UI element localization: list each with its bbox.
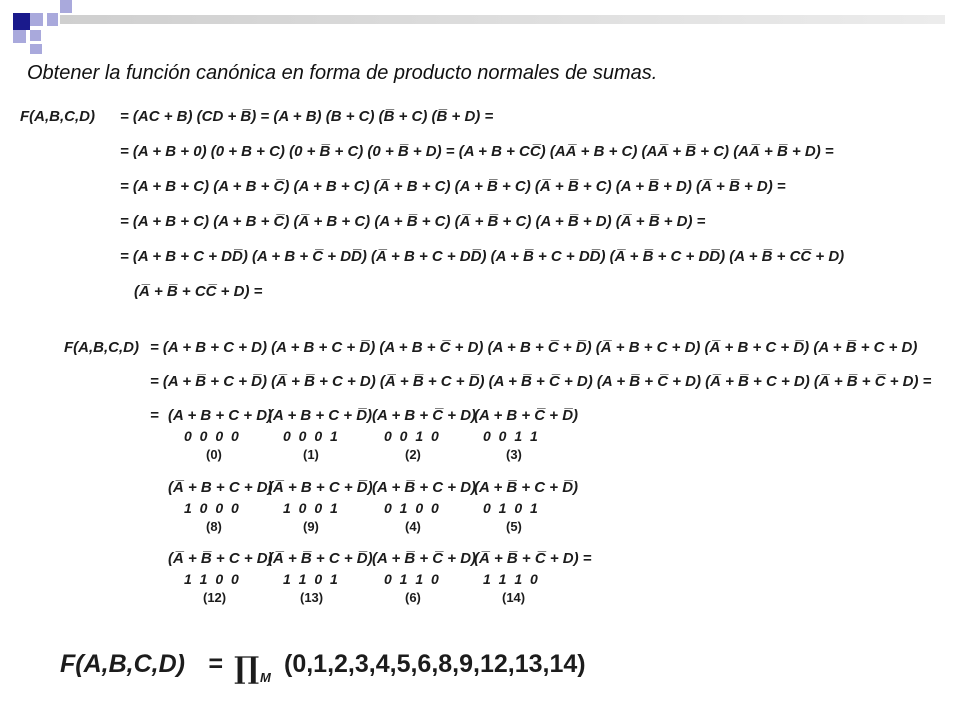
minterm-index: (1)	[303, 447, 319, 462]
corner-square-light	[60, 0, 72, 13]
group-prefix: =	[150, 407, 159, 424]
minterm-bits: 0 1 0 1	[483, 500, 540, 516]
derivation2-line: = (A + B + C + D) (A + B + C + D̅) (A + B + C̅ + D) (A + B + C̅ + D̅) (A̅ + B + C + D) (A̅ + B + C + D̅) (A + B̅ + C + D)	[150, 339, 918, 356]
minterm-index: (2)	[405, 447, 421, 462]
derivation1-line: (A̅ + B̅ + CC̅ + D) =	[134, 283, 263, 300]
group-term: (A + B̅ + C + D̅)	[474, 479, 579, 496]
minterm-index: (6)	[405, 590, 421, 605]
minterm-index: (3)	[506, 447, 522, 462]
minterm-index: (8)	[206, 519, 222, 534]
group-term: (A + B + C + D)	[168, 407, 273, 424]
slide-title: Obtener la función canónica en forma de producto normales de sumas.	[27, 62, 658, 84]
result-lhs: F(A,B,C,D)	[60, 650, 185, 678]
minterm-index: (0)	[206, 447, 222, 462]
minterm-index: (14)	[502, 590, 526, 605]
derivation1-line: = (AC + B) (CD + B̅) = (A + B) (B + C) (B̅ + C) (B̅ + D) =	[120, 108, 494, 125]
corner-square-dark	[13, 13, 30, 30]
derivation1-line: = (A + B + C) (A + B + C̅) (A̅ + B + C) (A + B̅ + C) (A̅ + B̅ + C) (A + B̅ + D) (A̅ + B̅ + D) =	[120, 213, 706, 230]
minterm-bits: 1 1 0 0	[184, 571, 241, 587]
minterm-bits: 0 0 1 1	[483, 428, 540, 444]
minterm-bits: 0 0 1 0	[384, 428, 441, 444]
minterm-index: (13)	[300, 590, 324, 605]
corner-square-light	[47, 13, 58, 26]
derivation1-line: = (A + B + C) (A + B + C̅) (A + B + C) (A̅ + B + C) (A + B̅ + C) (A̅ + B̅ + C) (A + B̅ + D) (A̅ + B̅ + D) =	[120, 178, 786, 195]
product-subscript: M	[260, 670, 271, 685]
minterm-bits: 1 0 0 1	[283, 500, 340, 516]
minterm-bits: 0 1 1 0	[384, 571, 441, 587]
group-term: (A̅ + B̅ + C + D)	[168, 550, 273, 567]
minterm-bits: 1 0 0 0	[184, 500, 241, 516]
corner-square-light	[30, 44, 42, 54]
header-bar	[60, 15, 945, 24]
derivation2-lhs: F(A,B,C,D)	[64, 339, 139, 356]
group-term: (A + B + C̅ + D̅)	[474, 407, 579, 424]
derivation2-line: = (A + B̅ + C + D̅) (A̅ + B̅ + C + D) (A̅ + B̅ + C + D̅) (A + B̅ + C̅ + D) (A + B̅ + C̅ + D) (A̅ + B̅ + C + D) (A̅ + B̅ + C̅ + D) =	[150, 373, 932, 390]
minterm-bits: 1 1 0 1	[283, 571, 340, 587]
derivation1-line: = (A + B + 0) (0 + B + C) (0 + B̅ + C) (0 + B̅ + D) = (A + B + CC̅) (AA̅ + B + C) (AA̅ + B̅ + C) (AA̅ + B̅ + D) =	[120, 143, 834, 160]
derivation1-line: = (A + B + C + DD̅) (A + B + C̅ + DD̅) (A̅ + B + C + DD̅) (A + B̅ + C + DD̅) (A̅ + B̅ + C + DD̅) (A + B̅ + CC̅ + D)	[120, 248, 845, 265]
group-term: (A + B + C + D̅)	[268, 407, 373, 424]
corner-square-light	[30, 13, 43, 26]
group-term: (A̅ + B + C + D̅)	[268, 479, 373, 496]
group-term: (A̅ + B̅ + C̅ + D) =	[474, 550, 592, 567]
minterm-bits: 1 1 1 0	[483, 571, 540, 587]
group-term: (A̅ + B̅ + C + D̅)	[268, 550, 373, 567]
corner-square-light	[30, 30, 41, 41]
minterm-index: (9)	[303, 519, 319, 534]
corner-square-light	[13, 30, 26, 43]
minterm-index: (12)	[203, 590, 227, 605]
group-term: (A + B̅ + C̅ + D)	[372, 550, 477, 567]
minterm-bits: 0 0 0 1	[283, 428, 340, 444]
group-term: (A + B + C̅ + D)	[372, 407, 477, 424]
minterm-index: (5)	[506, 519, 522, 534]
result-equals: =	[208, 650, 223, 678]
derivation1-lhs: F(A,B,C,D)	[20, 108, 95, 125]
group-term: (A̅ + B + C + D)	[168, 479, 273, 496]
minterm-index: (4)	[405, 519, 421, 534]
group-term: (A + B̅ + C + D)	[372, 479, 477, 496]
minterm-bits: 0 0 0 0	[184, 428, 241, 444]
product-symbol: ∏	[234, 651, 260, 686]
result-terms: (0,1,2,3,4,5,6,8,9,12,13,14)	[284, 650, 586, 678]
minterm-bits: 0 1 0 0	[384, 500, 441, 516]
